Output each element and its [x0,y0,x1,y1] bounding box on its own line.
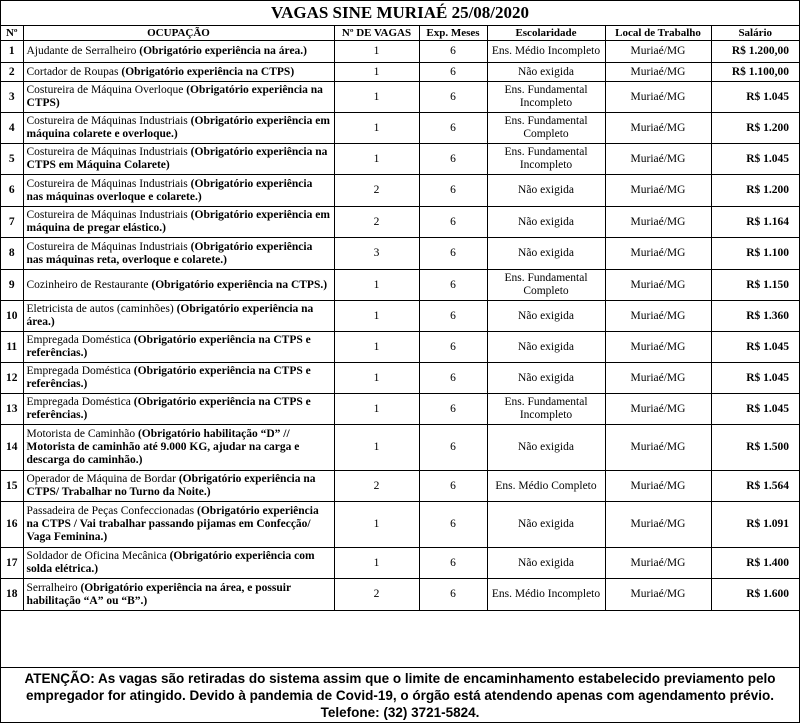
cell-num: 4 [1,113,23,144]
cell-salario: R$ 1.045 [711,144,799,175]
cell-num: 5 [1,144,23,175]
cell-exp: 6 [419,63,487,82]
table-row [1,63,799,82]
cell-vagas: 1 [334,548,419,579]
cell-salario: R$ 1.200,00 [711,41,799,63]
cell-num: 11 [1,332,23,363]
cell-exp: 6 [419,548,487,579]
cell-salario: R$ 1.164 [711,207,799,238]
cell-num: 18 [1,579,23,611]
occupation-title: Passadeira de Peças Confeccionadas [26,505,198,517]
cell-vagas: 1 [334,332,419,363]
occupation-title: Eletricista de autos (caminhões) [26,303,177,315]
table-row [1,270,799,301]
table-row [1,363,799,394]
occupation-requirements: (Obrigatório experiência na área.) [26,303,314,328]
cell-vagas: 1 [334,394,419,425]
cell-num: 12 [1,363,23,394]
occupation-requirements: (Obrigatório experiência na área.) [139,45,308,57]
cell-ocupacao [23,238,334,270]
table-header-row [1,26,799,41]
cell-exp: 6 [419,579,487,611]
header-salario: Salário [711,26,799,41]
cell-exp: 6 [419,207,487,238]
cell-ocupacao [23,548,334,579]
occupation-requirements: (Obrigatório experiência nas máquinas reta, overloque e colarete.) [26,240,313,266]
cell-escolaridade: Ens. Fundamental Incompleto [487,82,605,113]
occupation-title: Costureira de Máquina Overloque [26,84,187,96]
cell-num: 6 [1,175,23,207]
cell-ocupacao [23,113,334,144]
cell-local: Muriaé/MG [605,301,711,332]
cell-exp: 6 [419,113,487,144]
cell-salario: R$ 1.564 [711,471,799,502]
cell-num: 16 [1,502,23,548]
cell-vagas: 1 [334,82,419,113]
cell-escolaridade: Não exigida [487,238,605,270]
cell-num: 3 [1,82,23,113]
cell-local: Muriaé/MG [605,63,711,82]
cell-exp: 6 [419,238,487,270]
cell-local: Muriaé/MG [605,144,711,175]
jobs-table [1,26,799,611]
cell-ocupacao [23,207,334,238]
table-row [1,301,799,332]
cell-salario: R$ 1.045 [711,363,799,394]
table-row [1,175,799,207]
cell-salario: R$ 1.045 [711,394,799,425]
cell-vagas: 2 [334,579,419,611]
cell-local: Muriaé/MG [605,394,711,425]
cell-salario: R$ 1.360 [711,301,799,332]
cell-vagas: 1 [334,425,419,471]
occupation-title: Empregada Doméstica [26,334,134,346]
table-row [1,394,799,425]
cell-num: 1 [1,41,23,63]
header-local: Local de Trabalho [605,26,711,41]
cell-local: Muriaé/MG [605,579,711,611]
cell-local: Muriaé/MG [605,238,711,270]
cell-num: 13 [1,394,23,425]
occupation-title: Costureira de Máquinas Industriais [26,240,191,253]
occupation-requirements: (Obrigatório experiência em máquina colarete e overloque.) [26,115,330,140]
header-ocupacao: OCUPAÇÃO [23,26,334,41]
occupation-requirements: (Obrigatório experiência na CTPS em Máquina Colarete) [26,146,328,171]
cell-ocupacao [23,301,334,332]
cell-ocupacao [23,41,334,63]
cell-salario: R$ 1.045 [711,82,799,113]
cell-vagas: 1 [334,502,419,548]
cell-ocupacao [23,63,334,82]
cell-exp: 6 [419,394,487,425]
occupation-title: Costureira de Máquinas Industriais [26,209,191,221]
table-row [1,144,799,175]
cell-exp: 6 [419,144,487,175]
cell-exp: 6 [419,270,487,301]
occupation-requirements: (Obrigatório experiência em máquina de pregar elástico.) [26,209,330,234]
cell-escolaridade: Ens. Fundamental Completo [487,113,605,144]
table-row [1,82,799,113]
cell-exp: 6 [419,471,487,502]
cell-local: Muriaé/MG [605,502,711,548]
cell-num: 15 [1,471,23,502]
cell-local: Muriaé/MG [605,363,711,394]
table-row [1,238,799,270]
occupation-title: Soldador de Oficina Mecânica [26,550,170,562]
cell-ocupacao [23,579,334,611]
occupation-requirements: (Obrigatório experiência na CTPS.) [151,278,328,291]
cell-escolaridade: Não exigida [487,548,605,579]
cell-exp: 6 [419,363,487,394]
table-row [1,471,799,502]
cell-escolaridade: Não exigida [487,332,605,363]
footer-line-2: empregador for atingido. Devido à pandemia de Covid-19, o órgão está atendendo apenas com agendamento prévio. [26,688,774,703]
page-title: VAGAS SINE MURIAÉ 25/08/2020 [1,1,799,26]
occupation-requirements: (Obrigatório habilitação “D” // Motorista de caminhão até 9.000 KG, ajudar na carga e descarga do caminhão.) [26,428,300,466]
cell-vagas: 3 [334,238,419,270]
footer-line-1: ATENÇÃO: As vagas são retiradas do sistema assim que o limite de encaminhamento estabelecido previamento pelo [24,671,776,686]
occupation-requirements: (Obrigatório experiência na área, e possuir habilitação “A” ou “B”.) [26,581,291,607]
cell-local: Muriaé/MG [605,270,711,301]
cell-salario: R$ 1.045 [711,332,799,363]
cell-salario: R$ 1.400 [711,548,799,579]
occupation-title: Costureira de Máquinas Industriais [26,146,191,158]
cell-salario: R$ 1.100 [711,238,799,270]
footer-line-3: Telefone: (32) 3721-5824. [320,705,480,720]
cell-vagas: 2 [334,471,419,502]
occupation-title: Empregada Doméstica [26,396,134,408]
cell-escolaridade: Não exigida [487,425,605,471]
occupation-requirements: (Obrigatório experiência na CTPS) [26,84,323,109]
occupation-title: Serralheiro [26,581,81,594]
occupation-title: Costureira de Máquinas Industriais [26,177,191,190]
occupation-title: Empregada Doméstica [26,365,134,377]
cell-num: 7 [1,207,23,238]
cell-num: 9 [1,270,23,301]
cell-escolaridade: Não exigida [487,63,605,82]
cell-exp: 6 [419,502,487,548]
table-row [1,502,799,548]
occupation-requirements: (Obrigatório experiência na CTPS e referências.) [26,365,311,390]
occupation-requirements: (Obrigatório experiência na CTPS e referências.) [26,396,311,421]
header-exp: Exp. Meses [419,26,487,41]
header-num: Nº [1,26,23,41]
table-row [1,579,799,611]
cell-ocupacao [23,363,334,394]
cell-ocupacao [23,82,334,113]
cell-vagas: 2 [334,175,419,207]
occupation-title: Ajudante de Serralheiro [26,45,140,57]
cell-ocupacao [23,175,334,207]
table-row [1,425,799,471]
cell-salario: R$ 1.200 [711,113,799,144]
cell-ocupacao [23,332,334,363]
occupation-requirements: (Obrigatório experiência na CTPS e referências.) [26,334,311,359]
cell-exp: 6 [419,82,487,113]
cell-escolaridade: Não exigida [487,175,605,207]
cell-num: 10 [1,301,23,332]
cell-salario: R$ 1.500 [711,425,799,471]
table-row [1,41,799,63]
occupation-title: Motorista de Caminhão [26,428,138,440]
cell-vagas: 1 [334,363,419,394]
cell-num: 14 [1,425,23,471]
cell-local: Muriaé/MG [605,41,711,63]
cell-local: Muriaé/MG [605,113,711,144]
footer-notice [1,667,799,722]
cell-salario: R$ 1.150 [711,270,799,301]
occupation-title: Operador de Máquina de Bordar [26,473,179,485]
table-body [1,41,799,611]
cell-escolaridade: Ens. Médio Incompleto [487,41,605,63]
header-escolaridade: Escolaridade [487,26,605,41]
cell-vagas: 1 [334,301,419,332]
table-row [1,548,799,579]
cell-ocupacao [23,471,334,502]
cell-local: Muriaé/MG [605,548,711,579]
cell-vagas: 1 [334,113,419,144]
header-vagas: Nº DE VAGAS [334,26,419,41]
cell-escolaridade: Ens. Médio Incompleto [487,579,605,611]
cell-escolaridade: Não exigida [487,301,605,332]
cell-ocupacao [23,144,334,175]
cell-num: 2 [1,63,23,82]
cell-salario: R$ 1.091 [711,502,799,548]
cell-vagas: 1 [334,63,419,82]
cell-num: 17 [1,548,23,579]
cell-vagas: 1 [334,270,419,301]
cell-ocupacao [23,394,334,425]
cell-escolaridade: Não exigida [487,207,605,238]
occupation-requirements: (Obrigatório experiência nas máquinas overloque e colarete.) [26,177,313,203]
cell-exp: 6 [419,301,487,332]
cell-exp: 6 [419,332,487,363]
cell-num: 8 [1,238,23,270]
cell-salario: R$ 1.100,00 [711,63,799,82]
cell-ocupacao [23,502,334,548]
cell-exp: 6 [419,425,487,471]
cell-local: Muriaé/MG [605,332,711,363]
cell-local: Muriaé/MG [605,471,711,502]
occupation-requirements: (Obrigatório experiência com solda elétrica.) [26,550,315,575]
cell-exp: 6 [419,41,487,63]
cell-vagas: 1 [334,41,419,63]
occupation-title: Cozinheiro de Restaurante [26,278,152,291]
occupation-requirements: (Obrigatório experiência na CTPS/ Trabalhar no Turno da Noite.) [26,473,316,498]
occupation-title: Costureira de Máquinas Industriais [26,115,191,127]
cell-ocupacao [23,425,334,471]
table-row [1,113,799,144]
cell-local: Muriaé/MG [605,175,711,207]
cell-escolaridade: Ens. Fundamental Incompleto [487,394,605,425]
table-row [1,207,799,238]
cell-salario: R$ 1.600 [711,579,799,611]
cell-vagas: 1 [334,144,419,175]
cell-salario: R$ 1.200 [711,175,799,207]
cell-local: Muriaé/MG [605,425,711,471]
cell-escolaridade: Ens. Fundamental Completo [487,270,605,301]
cell-local: Muriaé/MG [605,82,711,113]
occupation-title: Cortador de Roupas [26,65,122,78]
cell-escolaridade: Não exigida [487,363,605,394]
occupation-requirements: (Obrigatório experiência na CTPS) [121,65,295,78]
cell-exp: 6 [419,175,487,207]
cell-escolaridade: Ens. Médio Completo [487,471,605,502]
table-row [1,332,799,363]
occupation-requirements: (Obrigatório experiência na CTPS / Vai trabalhar passando pijamas em Confecção/ Vaga Feminina.) [26,505,319,543]
cell-escolaridade: Ens. Fundamental Incompleto [487,144,605,175]
cell-ocupacao [23,270,334,301]
cell-local: Muriaé/MG [605,207,711,238]
cell-vagas: 2 [334,207,419,238]
cell-escolaridade: Não exigida [487,502,605,548]
